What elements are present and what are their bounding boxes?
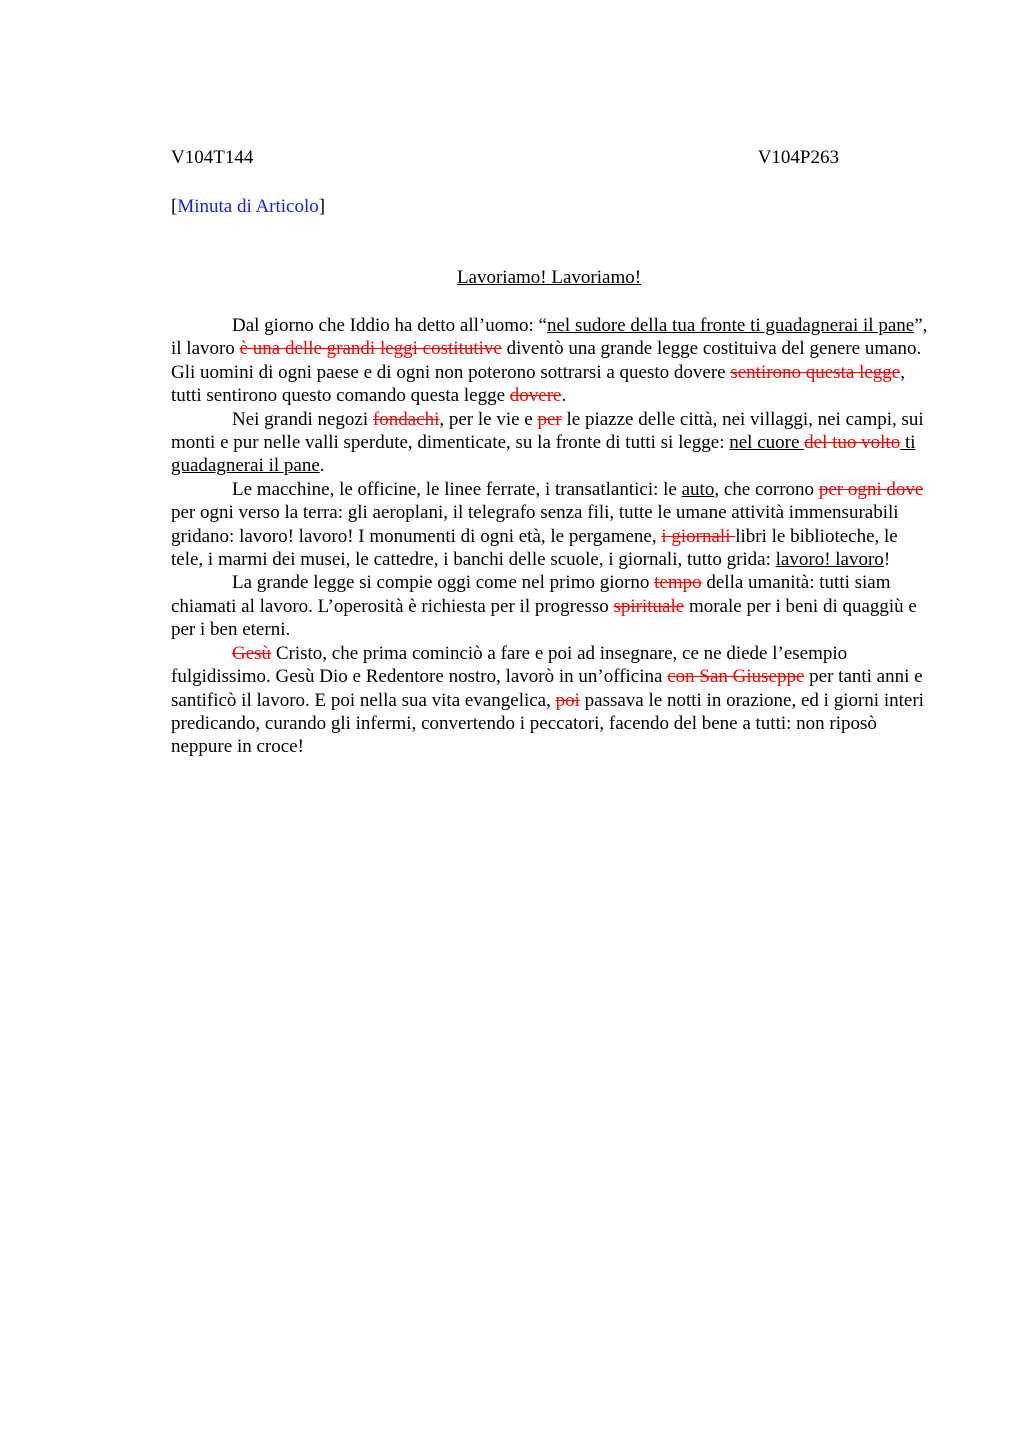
paragraph (171, 314, 931, 408)
document-type-note (171, 195, 325, 219)
paragraph (171, 571, 931, 641)
text-segment: morale per i beni di quaggiù e per i ben eterni. (171, 595, 917, 641)
text-segment: Cristo, che prima cominciò a fare e poi ad insegnare, ce ne diede l’esempio fulgidissimo. Gesù Dio e Redentore nostro, lavorò in un’officina (171, 642, 848, 688)
article-body (171, 314, 931, 759)
underlined-text: nel sudore della tua fronte ti guadagnerai il pane (547, 315, 915, 336)
text-segment: , per le vie e (439, 408, 538, 430)
text-segment: per tanti anni e santificò il lavoro. E poi nella sua vita evangelica, (171, 666, 923, 711)
text-segment: passava le notti in orazione, ed i giorni interi predicando, curando gli infermi, convertendo i peccatori, facendo del bene a tutti: non riposò neppure in croce! (171, 689, 924, 758)
deleted-text: i giornali (661, 525, 736, 547)
deleted-text: fondachi (372, 408, 440, 430)
text-segment: . (561, 385, 567, 407)
paragraph (171, 408, 931, 478)
document-type-link[interactable]: Minuta di Articolo (177, 196, 319, 217)
deleted-text: poi (555, 689, 580, 711)
text-segment: , che corrono (714, 478, 819, 500)
document-header (171, 146, 839, 170)
paragraph (171, 478, 931, 572)
text-segment: Dal giorno che Iddio ha detto all’uomo: “ (232, 315, 547, 336)
document-code-right: V104P263 (757, 147, 839, 168)
deleted-text: per ogni dove (818, 478, 924, 500)
underlined-text: lavoro! lavoro (775, 549, 884, 571)
note-open-bracket: [ (171, 196, 178, 217)
text-segment: ”, il lavoro (171, 315, 928, 360)
paragraph (171, 642, 931, 759)
deleted-text: spirituale (613, 595, 685, 617)
underlined-text: nel cuore (729, 432, 805, 454)
deleted-text: tempo (654, 572, 702, 594)
deleted-text: sentirono questa legge (730, 361, 901, 383)
document-page (171, 0, 931, 1450)
underlined-text: ti guadagnerai il pane (171, 432, 916, 477)
underlined-text: auto (681, 478, 715, 500)
document-code-left: V104T144 (171, 147, 254, 168)
text-segment: , tutti sentirono questo comando questa legge (171, 361, 905, 407)
text-segment: della umanità: tutti siam chiamati al lavoro. L’operosità è richiesta per il progresso (171, 572, 891, 617)
deleted-text: per (537, 408, 562, 430)
text-segment: per ogni verso la terra: gli aeroplani, il telegrafo senza fili, tutte le umane attività immensurabili gridano: lavoro! lavoro! I monumenti di ogni età, le pergamene, (171, 502, 899, 547)
note-close-bracket: ] (318, 196, 326, 217)
deleted-text: del tuo volto (804, 432, 901, 454)
text-segment: Le macchine, le officine, le linee ferrate, i transatlantici: le (232, 478, 682, 500)
deleted-text: è una delle grandi leggi costitutive (239, 338, 502, 360)
article-title-text: Lavoriamo! Lavoriamo! (456, 267, 642, 288)
deleted-text: con San Giuseppe (667, 666, 805, 688)
deleted-text: Gesù (232, 642, 272, 664)
text-segment: le piazze delle città, nei villaggi, nei campi, sui monti e pur nelle valli sperdute, dimenticate, su la fronte di tutti si legge: (171, 408, 924, 454)
text-segment: La grande legge si compie oggi come nel primo giorno (232, 572, 655, 594)
text-segment: ! (883, 549, 891, 571)
text-segment: . (319, 455, 325, 477)
text-segment: Nei grandi negozi (232, 408, 373, 430)
text-segment: diventò una grande legge costituiva del genere umano. Gli uomini di ogni paese e di ogni non poterono sottrarsi a questo dovere (171, 338, 922, 383)
deleted-text: dovere (509, 385, 562, 407)
text-segment: libri le biblioteche, le tele, i marmi dei musei, le cattedre, i banchi delle scuole, i giornali, tutto grida: (171, 525, 898, 571)
article-title (171, 266, 927, 290)
